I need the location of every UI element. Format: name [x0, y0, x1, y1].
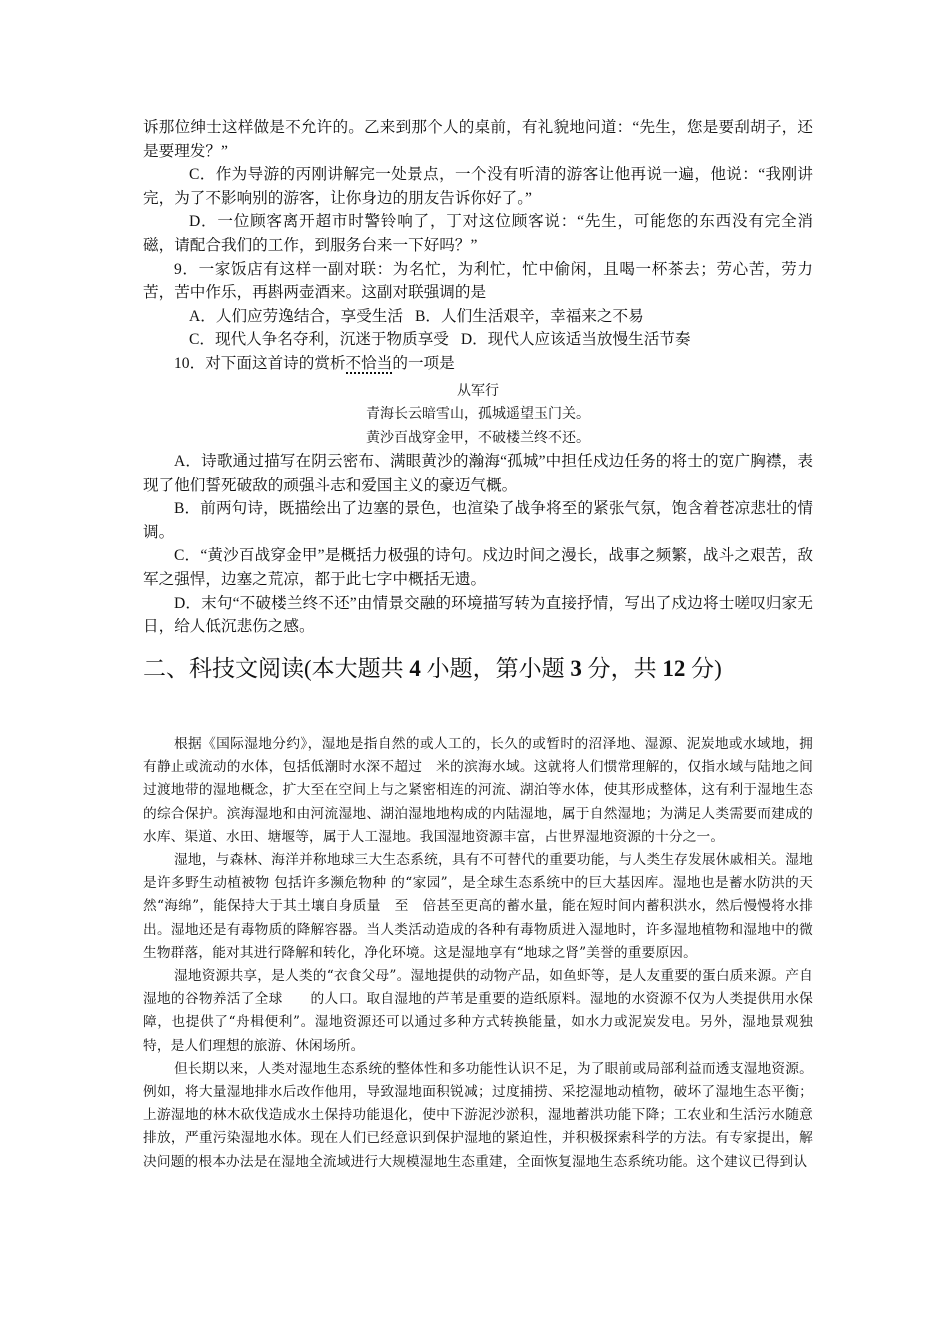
article-paragraph-3: 湿地资源共享，是人类的“衣食父母”。湿地提供的动物产品，如鱼虾等，是人友重要的蛋白质来源。产自湿地的谷物养活了全球 的人口。取自湿地的芦苇是重要的造纸原料。湿地的水资源不仅为人类提供用水保障，也提供了“舟楫便利”。湿地资源还可以通过多种方式转换能量，如水力或泥炭发电。另外，湿地景观独特，是人们理想的旅游、休闲场所。: [143, 968, 813, 1054]
q9-stem: 9．一家饭店有这样一副对联：为名忙，为利忙，忙中偷闲，且喝一杯茶去；劳心苦，劳力苦，苦中作乐，再斟两壶酒来。这副对联强调的是: [143, 260, 813, 302]
question-block-top: [143, 116, 813, 639]
q10-option-b: B．前两句诗，既描绘出了边塞的景色，也渲染了战争将至的紧张气氛，饱含着苍凉悲壮的情调。: [143, 500, 813, 541]
q9-option-c: C．现代人争名夺利，沉迷于物质享受: [189, 331, 449, 349]
q9-options-ab: [143, 305, 813, 329]
article-paragraph-4: 但长期以来，人类对湿地生态系统的整体性和多功能性认识不足，为了眼前或局部利益而透支湿地资源。例如，将大量湿地排水后改作他用，导致湿地面积锐减；过度捕捞、采挖湿地动植物，破坏了湿地生态平衡；上游湿地的林木砍伐造成水土保持功能退化，使中下游泥沙淤积，湿地蓄洪功能下降；工农业和生活污水随意排放，严重污染湿地水体。现在人们已经意识到保护湿地的紧迫性，并积极探索科学的方法。有专家提出，解决问题的根本办法是在湿地全流域进行大规模湿地生态重建，全面恢复湿地生态系统功能。这个建议已得到认: [143, 1060, 813, 1170]
q10-stem: 10．对下面这首诗的赏析不恰当的一项是: [174, 354, 455, 372]
q10-option-d: D．末句“不破楼兰终不还”由情景交融的环境描写转为直接抒情，写出了戍边将士嗟叹归家无日，给人低沉悲伤之感。: [143, 594, 813, 636]
section-heading: 二、科技文阅读(本大题共 4 小题，第小题 3 分，共 12 分): [143, 656, 722, 681]
article-body: [143, 733, 813, 1174]
q8-option-d: D．一位顾客离开超市时警铃响了，丁对这位顾客说：“先生，可能您的东西没有完全消磁，请配合我们的工作，到服务台来一下好吗？”: [143, 213, 813, 254]
q9-option-a: A．人们应劳逸结合，享受生活: [189, 307, 403, 325]
q10-option-c: C．“黄沙百战穿金甲”是概括力极强的诗句。戍边时间之漫长，战事之频繁，战斗之艰苦，敌军之强悍，边塞之荒凉，都于此七字中概括无遗。: [143, 547, 813, 588]
poem-line-1: 青海长云暗雪山，孤城遥望玉门关。: [366, 406, 590, 423]
poem-line-2: 黄沙百战穿金甲，不破楼兰终不还。: [366, 429, 590, 446]
q8-option-c: C．作为导游的丙刚讲解完一处景点，一个没有听清的游客让他再说一遍，他说：“我刚讲完，为了不影响别的游客，让你身边的朋友告诉你好了。”: [143, 166, 813, 207]
emphasis-not-appropriate: 不恰当: [345, 354, 393, 372]
article-paragraph-2: 湿地，与森林、海洋并称地球三大生态系统，具有不可替代的重要功能，与人类生存发展休戚相关。湿地是许多野生动植被物 包括许多濒危物种 的“家园”，是全球生态系统中的巨大基因库。湿地也是蓄水防洪的天然“海绵”，能保持大于其土壤自身质量 至 倍甚至更高的蓄水量，能在短时间内蓄积洪水，然后慢慢将水排出。湿地还是有毒物质的降解容器。当人类活动造成的各种有毒物质进入湿地时，许多湿地植物和湿地中的微生物群落，能对其进行降解和转化，净化环境。这是湿地享有“地球之肾”美誉的重要原因。: [143, 852, 813, 961]
q10-option-a: A．诗歌通过描写在阴云密布、满眼黄沙的瀚海“孤城”中担任戍边任务的将士的宽广胸襟，表现了他们誓死破敌的顽强斗志和爱国主义的豪迈气概。: [143, 453, 813, 494]
poem-title: 从军行: [457, 382, 499, 399]
q9-options-cd: [143, 328, 813, 352]
article-paragraph-1: 根据《国际湿地分约》，湿地是指自然的或人工的，长久的或暂时的沼泽地、湿源、泥炭地或水域地，拥有静止或流动的水体，包括低潮时水深不超过 米的滨海水域。这就将人们惯常理解的，仅指水域与陆地之间过渡地带的湿地概念，扩大至在空间上与之紧密相连的河流、湖泊等水体，使其形成整体，这有利于湿地生态的综合保护。滨海湿地和由河流湿地、湖泊湿地地构成的内陆湿地，属于自然湿地；为满足人类需要而建成的水库、渠道、水田、塘堰等，属于人工湿地。我国湿地资源丰富，占世界湿地资源的十分之一。: [143, 736, 813, 845]
q9-option-d: D．现代人应该适当放慢生活节奏: [460, 331, 691, 349]
q9-option-b: B．人们生活艰辛，幸福来之不易: [414, 307, 644, 325]
q8-continuation: 诉那位绅士这样做是不允许的。乙来到那个人的桌前，有礼貌地问道：“先生，您是要刮胡子，还是要理发？”: [143, 119, 813, 160]
